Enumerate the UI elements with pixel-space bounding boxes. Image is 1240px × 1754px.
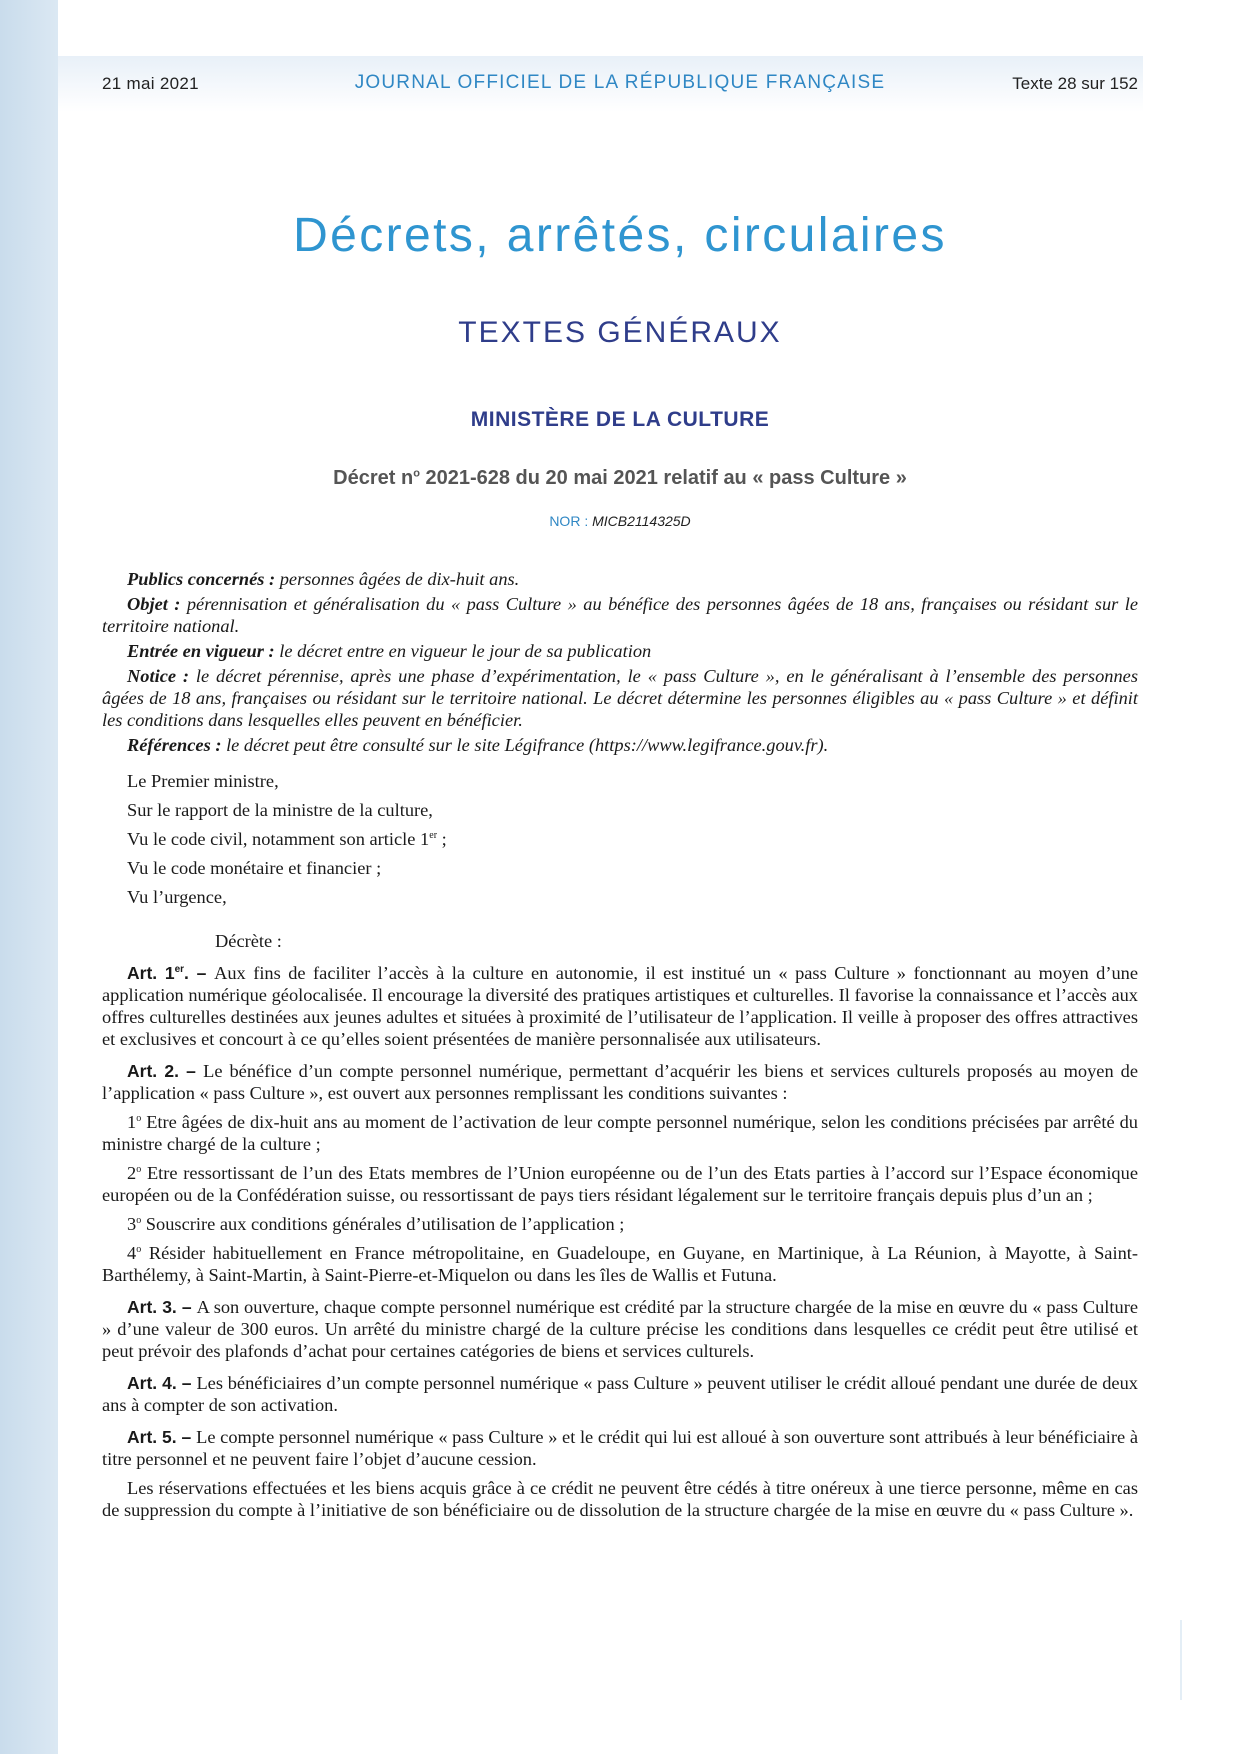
article-2-paragraph [102,1060,1138,1104]
visas-block [102,770,1138,908]
summary-objet [102,593,1138,637]
summary-label: Notice : [127,666,190,686]
visa-code-monetaire: Vu le code monétaire et financier ; [127,858,382,878]
article-2-label: Art. 2. – [127,1061,204,1081]
article-4-text: Les bénéficiaires d’un compte personnel numérique « pass Culture » peuvent utiliser le crédit alloué pendant une durée de deux ans à compter de son activation. [102,1373,1138,1415]
summary-text: pérennisation et généralisation du « pass Culture » au bénéfice des personnes âgées de 18 ans, françaises ou résidant sur le territoire national. [102,594,1138,636]
item-text: Résider habituellement en France métropolitaine, en Guadeloupe, en Guyane, en Martinique, à La Réunion, à Mayotte, à Saint-Barthélemy, à Saint-Martin, à Saint-Pierre-et-Miquelon ou dans les îles de Wallis et Futuna. [102,1243,1138,1285]
summary-text: personnes âgées de dix-huit ans. [275,569,520,589]
summary-publics [102,568,1138,590]
decrete-text: Décrète : [215,931,282,951]
page-header [102,72,1138,98]
item-text: Etre ressortissant de l’un des Etats membres de l’Union européenne ou de l’un des Etats parties à l’accord sur l’Espace économique européen ou de la Confédération suisse, ou ressortissant de pays tiers résidant légalement sur le territoire français depuis plus d’un an ; [102,1163,1138,1205]
article-1 [102,962,1138,1050]
article-2-item [102,1111,1138,1155]
summary-notice [102,665,1138,731]
article-2-item [102,1242,1138,1286]
summary-block [102,568,1138,756]
decree-title-part1: Décret n [333,467,414,489]
article-1-label-dash: . – [184,963,215,983]
article-3 [102,1296,1138,1362]
article-2-item [102,1213,1138,1235]
article-3-text: A son ouverture, chaque compte personnel numérique est crédité par la structure chargée de la mise en œuvre du « pass Culture » d’une valeur de 300 euros. Un arrêté du ministre chargé de la culture précise les conditions dans lesquelles ce crédit peut être utilisé et peut prévoir des plafonds d’achat pour certaines catégories de biens et services culturels. [102,1297,1138,1361]
section-title: TEXTES GÉNÉRAUX [458,316,782,349]
summary-label: Objet : [127,594,181,614]
ministry-title: MINISTÈRE DE LA CULTURE [470,408,770,431]
article-5-paragraph-2: Les réservations effectuées et les biens acquis grâce à ce crédit ne peuvent être cédés à titre onéreux à une tierce personne, même en cas de suppression du compte à l’initiative de son bénéficiaire ou de dissolution de la structure chargée de la mise en œuvre du « pass Culture ». [102,1478,1138,1520]
decree-title [0,467,1240,490]
article-1-label [127,963,214,983]
article-5 [102,1426,1138,1521]
nor-label: NOR : [549,513,593,529]
article-4-paragraph [102,1372,1138,1416]
item-text: Etre âgées de dix-huit ans au moment de l’activation de leur compte personnel numérique, selon les conditions précisées par arrêté du ministre chargé de la culture ; [102,1112,1138,1154]
nor-reference [0,513,1240,529]
summary-entree [102,640,1138,662]
decree-title-part2: 2021-628 du 20 mai 2021 relatif au « pass Culture » [419,467,907,489]
summary-text: le décret peut être consulté sur le site Légifrance (https://www.legifrance.gouv.fr). [221,735,829,755]
article-5-paragraph [102,1426,1138,1470]
visa-code-civil [102,828,1138,850]
header-journal-title: JOURNAL OFFICIEL DE LA RÉPUBLIQUE FRANÇAISE [354,72,886,93]
item-number: 2 [127,1163,137,1183]
article-5-text: Le compte personnel numérique « pass Culture » et le crédit qui lui est alloué à son ouverture sont attribués à leur bénéficiaire à titre personnel et ne peuvent faire l’objet d’aucune cession. [102,1427,1138,1469]
decrete-block [102,930,1138,952]
item-number-sup: o [136,1163,142,1175]
summary-text: le décret pérennise, après une phase d’expérimentation, le « pass Culture », en le généralisant à l’ensemble des personnes âgées de 18 ans, françaises ou résidant sur le territoire national. Le décret détermine les personnes éligibles au « pass Culture » et définit les conditions dans lesquelles elles peuvent en bénéficier. [102,666,1138,730]
article-1-label-sup: er [174,964,185,976]
summary-label: Publics concernés : [127,569,276,589]
visa-premier-ministre: Le Premier ministre, [127,771,279,791]
summary-text: le décret entre en vigueur le jour de sa publication [274,641,652,661]
page-edge-mark [1180,1620,1182,1700]
article-3-paragraph [102,1296,1138,1362]
item-number: 1 [127,1112,137,1132]
article-4-label: Art. 4. – [127,1373,197,1393]
left-margin-band [0,0,58,1754]
article-3-label: Art. 3. – [127,1297,197,1317]
header-date: 21 mai 2021 [102,74,199,93]
item-number: 4 [127,1243,137,1263]
article-2-item [102,1162,1138,1206]
main-title: Décrets, arrêtés, circulaires [293,209,947,262]
decree-title-sup: o [413,467,420,480]
article-2 [102,1060,1138,1286]
summary-label: Références : [127,735,222,755]
item-number-sup: o [136,1214,142,1226]
article-2-text: Le bénéfice d’un compte personnel numérique, permettant d’acquérir les biens et services culturels proposés au moyen de l’application « pass Culture », est ouvert aux personnes remplissant les conditions suivantes : [102,1061,1138,1103]
visa-rapport: Sur le rapport de la ministre de la culture, [127,800,433,820]
nor-value: MICB2114325D [592,513,691,529]
visa-code-civil-sup: er [429,829,438,841]
summary-label: Entrée en vigueur : [127,641,275,661]
item-number-sup: o [136,1243,142,1255]
summary-references [102,734,1138,756]
item-number-sup: o [136,1112,142,1124]
article-5-label: Art. 5. – [127,1427,197,1447]
header-text-number: Texte 28 sur 152 [1012,74,1138,93]
article-1-text: Aux fins de faciliter l’accès à la culture en autonomie, il est institué un « pass Culture » fonctionnant au moyen d’une application numérique géolocalisée. Il encourage la diversité des pratiques artistiques et culturelles. Il favorise la connaissance et l’accès aux offres culturelles destinées aux jeunes adultes et situées à proximité de l’utilisateur de l’application. Il veille à proposer des offres attractives et exclusives et concourt à ce qu’elles soient présentées de manière personnalisée aux utilisateurs. [102,963,1139,1049]
article-1-paragraph [102,962,1138,1050]
item-number: 3 [127,1214,137,1234]
article-1-label-text: Art. 1 [127,963,175,983]
visa-urgence: Vu l’urgence, [127,887,227,907]
document-body [102,568,1138,1528]
visa-code-civil-end: ; [437,829,447,849]
item-text: Souscrire aux conditions générales d’utilisation de l’application ; [141,1214,625,1234]
visa-code-civil-text: Vu le code civil, notamment son article 1 [127,829,430,849]
article-4 [102,1372,1138,1416]
